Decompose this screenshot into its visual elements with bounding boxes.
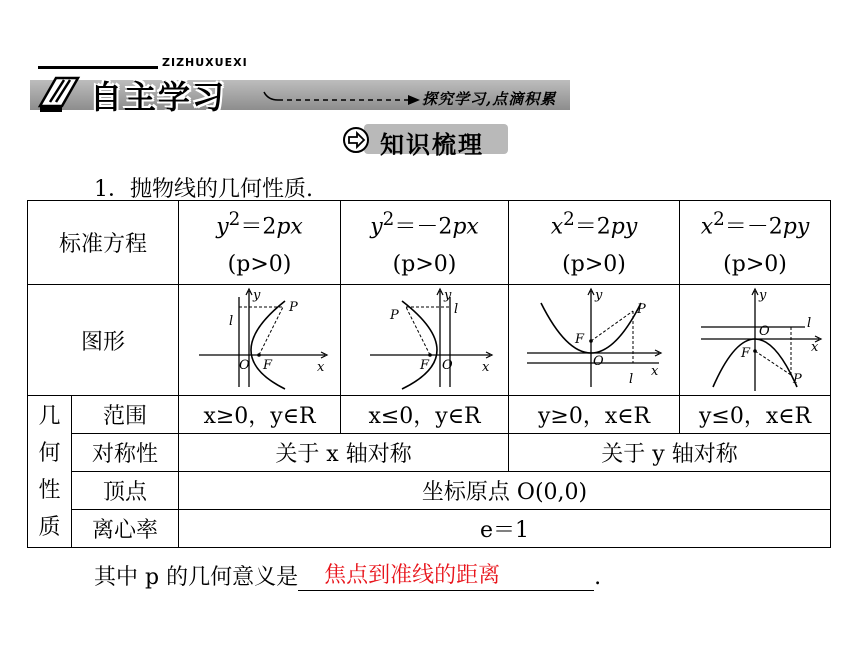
arrow-icon	[262, 88, 422, 108]
p-meaning-line	[94, 560, 601, 591]
range-value-3: y≥0，x∈R	[509, 396, 680, 434]
condition-2: (p>0)	[392, 252, 457, 278]
label-l: l	[807, 316, 812, 332]
label-O: O	[759, 324, 770, 340]
label-P: P	[637, 302, 646, 318]
row-label-eccentricity: 离心率	[72, 510, 179, 548]
section-banner	[30, 50, 570, 118]
parabola-down-graph	[681, 287, 829, 393]
label-O: O	[441, 358, 453, 374]
eccentricity-value: e＝1	[179, 510, 831, 548]
label-P: P	[389, 308, 399, 324]
symmetry-value-x: 关于 x 轴对称	[179, 434, 509, 472]
label-y: y	[759, 288, 767, 304]
label-l: l	[629, 372, 634, 388]
label-y: y	[443, 288, 451, 304]
answer-blank	[298, 564, 594, 591]
graph-cell-3	[509, 285, 680, 396]
header-figure: 图形	[28, 285, 179, 396]
meaning-prefix: 其中 p 的几何意义是	[94, 565, 299, 590]
graph-cell-2	[341, 285, 509, 396]
label-x: x	[316, 360, 324, 376]
equation-cell-1	[179, 201, 341, 285]
label-P: P	[793, 372, 802, 388]
answer-text: 焦点到准线的距离	[324, 563, 501, 588]
condition-4: (p>0)	[723, 252, 787, 278]
condition-3: (p>0)	[562, 252, 626, 278]
banner-title: 自主学习	[90, 78, 227, 116]
equation-cell-3	[509, 201, 680, 285]
arrow-circle-icon	[342, 126, 370, 154]
label-P: P	[288, 300, 298, 316]
header-standard-equation: 标准方程	[28, 201, 179, 285]
label-F: F	[262, 358, 272, 374]
label-l: l	[453, 302, 458, 318]
label-O: O	[593, 354, 604, 370]
label-l: l	[228, 314, 233, 330]
banner-slogan: 探究学习,点滴积累	[422, 90, 557, 108]
row-label-range: 范围	[72, 396, 179, 434]
equation-cell-4	[680, 201, 831, 285]
label-y: y	[252, 288, 260, 304]
parabola-properties-table	[27, 200, 831, 548]
equation-1: $y^2=2px$	[216, 209, 303, 240]
label-x: x	[811, 340, 819, 356]
label-O: O	[238, 358, 250, 374]
vertex-value: 坐标原点 O(0,0)	[179, 472, 831, 510]
section-badge	[342, 124, 510, 159]
equation-4: $x^2=-2py$	[700, 209, 810, 240]
equation-cell-2	[341, 201, 509, 285]
label-F: F	[575, 332, 585, 348]
graph-cell-1	[179, 285, 341, 396]
section-title: 知识梳理	[380, 131, 484, 159]
graph-cell-4	[680, 285, 831, 396]
range-value-1: x≥0，y∈R	[179, 396, 341, 434]
banner-pinyin: ZIZHUXUEXI	[162, 56, 248, 69]
geometric-properties-label: 几 何 性 质	[28, 396, 72, 548]
range-value-4: y≤0，x∈R	[680, 396, 831, 434]
row-label-vertex: 顶点	[72, 472, 179, 510]
row-label-symmetry: 对称性	[72, 434, 179, 472]
condition-1: (p>0)	[227, 252, 292, 278]
label-y: y	[595, 288, 603, 304]
parabola-left-graph	[350, 287, 500, 393]
symmetry-value-y: 关于 y 轴对称	[509, 434, 831, 472]
intro-text: 1．抛物线的几何性质.	[94, 177, 313, 202]
label-F: F	[419, 358, 429, 374]
banner-top-line	[38, 66, 158, 69]
label-x: x	[481, 360, 489, 376]
label-x: x	[651, 364, 659, 380]
meaning-suffix: .	[594, 565, 602, 590]
book-icon	[34, 72, 84, 116]
equation-3: $x^2=2py$	[550, 209, 638, 240]
parabola-up-graph	[519, 287, 669, 393]
parabola-right-graph	[185, 287, 335, 393]
label-F: F	[741, 346, 751, 362]
equation-2: $y^2=-2px$	[370, 209, 479, 240]
range-value-2: x≤0，y∈R	[341, 396, 509, 434]
